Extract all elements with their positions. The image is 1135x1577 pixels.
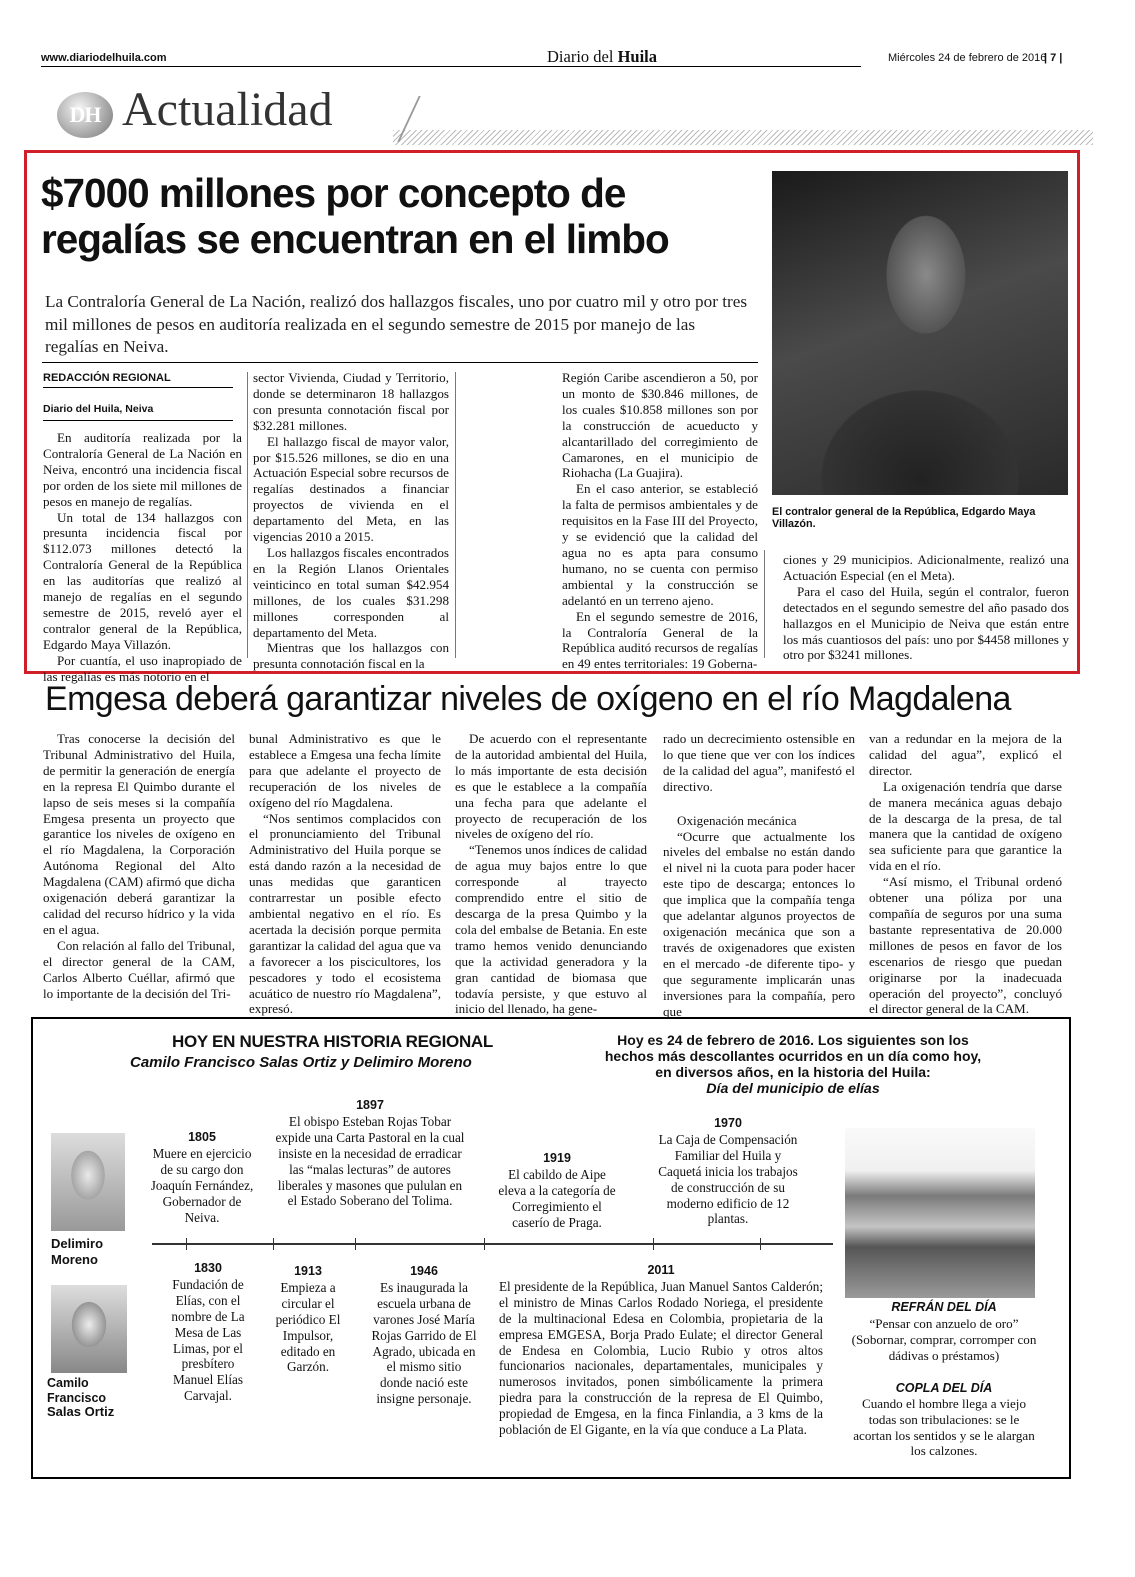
timeline-tick	[484, 1238, 485, 1250]
byline: REDACCIÓN REGIONAL	[43, 372, 171, 384]
event-1946: 1946 Es inaugurada la escuela urbana de varones José María Rojas Garrido de El Agrado, ubicada en el mismo sitio donde nació este insigne personaje.	[371, 1264, 477, 1407]
portrait-delimiro	[51, 1133, 125, 1231]
deck-rule	[42, 362, 758, 363]
section-hatch	[393, 130, 1093, 145]
article1-photo	[772, 171, 1068, 495]
col-divider	[247, 372, 248, 658]
event-1970: 1970 La Caja de Compensación Familiar del Huila y Caquetá inicia los trabajos de construcción de su moderno edificio de 12 plantas.	[658, 1116, 798, 1227]
header-rule	[41, 66, 861, 67]
copla-title: COPLA DEL DÍA	[895, 1381, 993, 1395]
article1-col4: ciones y 29 municipios. Adicionalmente, realizó una Actuación Especial (en el Meta). Para el caso del Huila, según el contralor, fueron detectados en el segundo semestre del año pasado dos hallazgos en el Municipio de Neiva que están entre los más cuantiosos del país: uno por $4458 millones y otro por $3241 millones.	[783, 552, 1069, 663]
site-url: www.diariodelhuila.com	[41, 52, 167, 64]
person1-name: Delimiro Moreno	[51, 1236, 104, 1267]
col-divider	[455, 372, 456, 658]
event-1830: 1830 Fundación de Elías, con el nombre de La Mesa de Las Limas, por el presbítero Manuel Elías Carvajal.	[171, 1261, 245, 1404]
timeline-tick	[186, 1238, 187, 1250]
timeline-tick	[273, 1238, 274, 1250]
refran-title: REFRÁN DEL DÍA	[891, 1300, 997, 1314]
dh-logo: DH	[57, 92, 113, 138]
article2-headline: Emgesa deberá garantizar niveles de oxígeno en el río Magdalena	[45, 680, 1011, 718]
city-photo	[845, 1128, 1035, 1298]
event-1805: 1805 Muere en ejercicio de su cargo don Joaquín Fernández, Gobernador de Neiva.	[150, 1130, 254, 1225]
article2-col3: De acuerdo con el representante de la autoridad ambiental del Huila, lo más importante de esta decisión es que le establece a la compañía una fecha para que adelante el proyecto de recuperación de los niveles de oxígeno del río. “Tenemos unos índices de calidad de agua muy bajos entre lo que corresponde al trayecto comprendido entre el sitio de descarga de la presa Quimbo y la cola del embalse de Betania. En este tramo hemos venido denunciando que la actividad generadora y la gran cantidad de biomasa que todavía persiste, y que estuvo al inicio del llenado, ha gene-	[455, 731, 647, 1017]
history-intro: Hoy es 24 de febrero de 2016. Los siguientes son los hechos más descollantes ocurridos en un día como hoy, en diversos años, en la historia del Huila: Día del municipio de elías	[604, 1032, 982, 1097]
article1-col3: Región Caribe ascendieron a 50, por un monto de $30.846 millones, de los cuales $10.858 millones son por la construcción de acueducto y alcantarillado del corregimiento de Camarones, en el municipio de Riohacha (La Guajira). En el caso anterior, se estableció la falta de permisos ambientales y de requisitos en la Fase III del Proyecto, y se evidenció que la calidad del agua no es apta para consumo humano, no se cuenta con permiso ambiental y la construcción se adelantó en un terreno ajeno. En el segundo semestre de 2016, la Contraloría General de la República auditó recursos de regalías en 49 entes territoriales: 19 Goberna-	[562, 370, 758, 672]
photo-caption: El contralor general de la República, Edgardo Maya Villazón.	[772, 506, 1036, 530]
subhead-oxigenacion: Oxigenación mecánica	[677, 812, 797, 828]
article2-col2: bunal Administrativo es que le establece a Emgesa una fecha límite para que adelante el proyecto de recuperación de los niveles de oxígeno del río Magdalena. “Nos sentimos complacidos con el pronunciamiento del Tribunal Administrativo del Huila porque se está dando razón a la necesidad de unas medidas que garanticen contrarrestar un posible efecto ambiental negativo en el río. Es acertada la decisión porque permita garantizar la calidad del agua que va a favorecer a los piscicultores, los pescadores y todo el ecosistema acuático de nuestro río Magdalena”, expresó.	[249, 731, 441, 1017]
col-divider	[764, 550, 765, 658]
article2-col4: rado un decrecimiento ostensible en lo que tiene que ver con los índices de la calidad del agua”, manifestó el directivo. Oxigenación mecánica “Ocurre que actualmente los niveles del embalse no están dando el nivel ni la cuota para poder hacer este tipo de descarga; entonces lo que implica que la compañía tenga que adelantar algunos proyectos de oxigenación mecánica que son a través de oxigenadores que existen en el mercado -de diferente tipo- y que seguramente implicarán unas inversiones para la compañía, pero que	[663, 731, 855, 1019]
copla-text: Cuando el hombre llega a viejo todas son tribulaciones: se le acortan los sentidos y se le alargan los calzones.	[853, 1396, 1035, 1459]
timeline-axis	[152, 1243, 833, 1245]
article1-headline: $7000 millones por concepto de regalías se encuentran en el limbo	[41, 170, 669, 262]
event-1919: 1919 El cabildo de Aipe eleva a la categoría de Corregimiento el caserío de Praga.	[498, 1151, 616, 1230]
timeline-tick	[760, 1238, 761, 1250]
history-title: HOY EN NUESTRA HISTORIA REGIONAL	[172, 1032, 493, 1051]
article1-deck: La Contraloría General de La Nación, realizó dos hallazgos fiscales, uno por cuatro mil y otro por tres mil millones de pesos en auditoría realizada en el segundo semestre de 2015 por manejo de las regalías en Neiva.	[45, 292, 748, 356]
event-2011: 2011 El presidente de la República, Juan Manuel Santos Calderón; el ministro de Minas Carlos Rodado Noriega, el presidente de la multinacional Edesa en Colombia, propietaria de la empresa EMGESA, Borja Prado Eulate; el director General de Endesa en Colombia, Lucio Rubio y otros altos funcionarios nacionales, departamentales, municipales y numerosos invitados, ponen simbólicamente la primera piedra para la construcción de la represa de El Quimbo, propiedad de Emgesa, en la finca Finlandia, a 3 kms de la población de El Gigante, en la vía que conduce a La Plata.	[499, 1263, 823, 1438]
section-title: Actualidad	[122, 83, 333, 136]
paper-name: Diario del Huila	[547, 47, 657, 66]
byline-rule	[43, 387, 233, 388]
article2-col5: van a redundar en la mejora de la calidad del agua”, explicó el director. La oxigenación tendría que darse de manera mecánica aguas debajo de la descarga de la presa, de tal manera que la cantidad de oxígeno sea suficiente para que garantice la vida en el río. “Así mismo, el Tribunal ordenó obtener una póliza por una compañía de seguros por una suma bastante representativa de 20.000 millones de pesos en favor de los escenarios de riesgo que puedan originarse por la inadecuada operación del proyecto”, concluyó el director general de la CAM.	[869, 731, 1062, 1017]
timeline-tick	[355, 1238, 356, 1250]
article2-col1: Tras conocerse la decisión del Tribunal Administrativo del Huila, de permitir la generación de energía en la represa El Quimbo durante el lapso de seis meses si la compañía Emgesa presenta un proyecto que garantice los niveles de oxígeno en el río Magdalena, la Corporación Autónoma Regional del Alto Magdalena (CAM) afirmó que dicha oxigenación deberá garantizar la calidad del recurso hídrico y la vida en el agua. Con relación al fallo del Tribunal, el director general de la CAM, Carlos Alberto Cuéllar, afirmó que lo importante de la decisión del Tri-	[43, 731, 235, 1001]
event-1897: 1897 El obispo Esteban Rojas Tobar expide una Carta Pastoral en la cual insiste en la necesidad de erradicar las “malas lecturas” de autores liberales y masones que pululan en el Estado Soberano del Tolima.	[275, 1098, 465, 1209]
portrait-camilo	[51, 1285, 127, 1373]
history-authors: Camilo Francisco Salas Ortiz y Delimiro Moreno	[130, 1054, 472, 1071]
event-1913: 1913 Empieza a circular el periódico El Impulsor, editado en Garzón.	[275, 1264, 341, 1375]
page-number: | 7 |	[1044, 52, 1063, 64]
timeline-tick	[653, 1238, 654, 1250]
issue-date: Miércoles 24 de febrero de 2016	[888, 52, 1047, 64]
article1-col2: sector Vivienda, Ciudad y Territorio, donde se determinaron 18 hallazgos con presunta connotación fiscal por $32.281 millones. El hallazgo fiscal de mayor valor, por $15.526 millones, se dio en una Actuación Especial sobre recursos de regalías destinados a financiar proyectos de vivienda en el departamento del Meta, en las vigencias 2010 a 2015. Los hallazgos fiscales encontrados en la Región Llanos Orientales veinticinco en total suman $42.954 millones, de los cuales $31.298 millones corresponden al departamento del Meta. Mientras que los hallazgos con presunta connotación fiscal en la	[253, 370, 449, 672]
article1-col1: En auditoría realizada por la Contraloría General de La Nación en Neiva, encontró una incidencia fiscal por orden de los siete mil millones de pesos en manejo de regalías. Un total de 134 hallazgos con presunta incidencia fiscal por $112.073 millones detectó la Contraloría General de la República en las auditorías que realizó al manejo de regalías en el segundo semestre de 2015, reveló ayer el contralor general de la República, Edgardo Maya Villazón. Por cuantía, el uso inapropiado de las regalías es más notorio en el	[43, 430, 242, 684]
refran-text: “Pensar con anzuelo de oro” (Sobornar, comprar, corromper con dádivas o préstamos)	[851, 1316, 1037, 1363]
person2-name: Camilo Francisco Salas Ortiz	[47, 1376, 115, 1419]
byline-rule-2	[43, 420, 233, 421]
byline-place: Diario del Huila, Neiva	[43, 403, 154, 415]
